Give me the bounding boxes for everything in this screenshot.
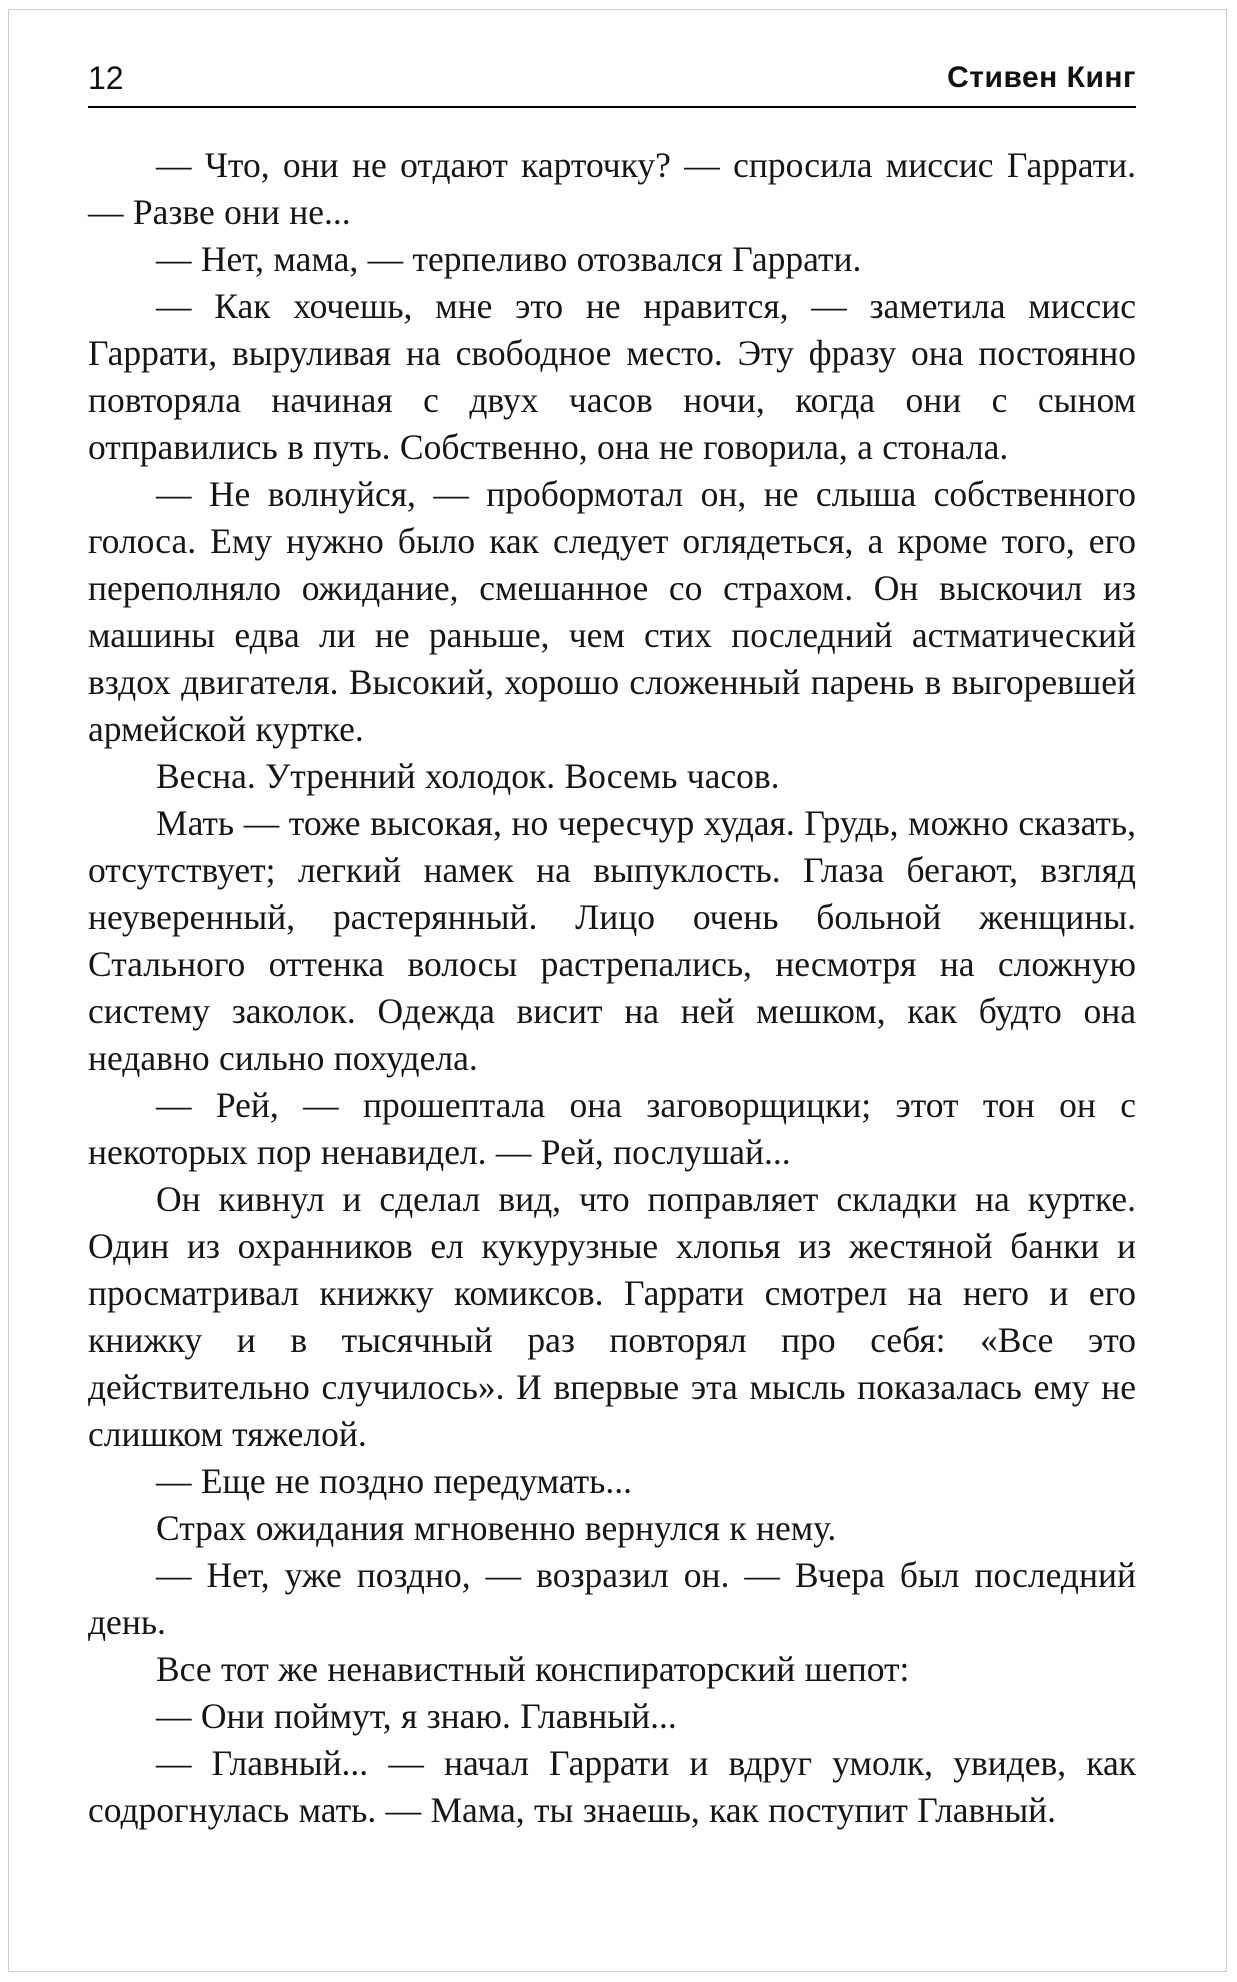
page-number: 12 — [88, 60, 124, 96]
paragraph: Страх ожидания мгновенно вернулся к нему. — [156, 1508, 837, 1548]
author-name: Стивен Кинг — [947, 61, 1136, 94]
paragraph: — Главный... — начал Гаррати и вдруг умолк, увидев, как содрогнулась мать. — Мама, ты знаешь, как поступит Главный. — [88, 1743, 1136, 1830]
paragraph: — Нет, уже поздно, — возразил он. — Вчера был последний день. — [88, 1555, 1136, 1642]
paragraph: Он кивнул и сделал вид, что поправляет складки на куртке. Один из охранников ел кукурузные хлопья из жестяной банки и просматривал книжку комиксов. Гаррати смотрел на него и его книжку и в тысячный раз повторял про себя: «Все это действительно случилось». И впервые эта мысль показалась ему не слишком тяжелой. — [88, 1179, 1136, 1454]
paragraph: Мать — тоже высокая, но чересчур худая. Грудь, можно сказать, отсутствует; легкий намек на выпуклость. Глаза бегают, взгляд неуверенный, растерянный. Лицо очень больной женщины. Стального оттенка волосы растрепались, несмотря на сложную систему заколок. Одежда висит на ней мешком, как будто она недавно сильно похудела. — [88, 803, 1136, 1078]
paragraph: — Рей, — прошептала она заговорщицки; этот тон он с некоторых пор ненавидел. — Рей, послушай... — [88, 1085, 1136, 1172]
paragraph: — Что, они не отдают карточку? — спросила миссис Гаррати. — Разве они не... — [88, 145, 1136, 232]
paragraph: Все тот же ненавистный конспираторский шепот: — [156, 1649, 910, 1689]
paragraph: — Еще не поздно передумать... — [156, 1461, 632, 1501]
body-text — [88, 142, 1136, 1834]
paragraph: Весна. Утренний холодок. Восемь часов. — [156, 756, 780, 796]
running-header — [88, 40, 1136, 108]
paragraph: — Как хочешь, мне это не нравится, — заметила миссис Гаррати, выруливая на свободное место. Эту фразу она постоянно повторяла начиная с двух часов ночи, когда они с сыном отправились в путь. Собственно, она не говорила, а стонала. — [88, 286, 1136, 467]
paragraph: — Они поймут, я знаю. Главный... — [156, 1696, 677, 1736]
paragraph: — Не волнуйся, — пробормотал он, не слыша собственного голоса. Ему нужно было как следует оглядеться, а кроме того, его переполняло ожидание, смешанное со страхом. Он выскочил из машины едва ли не раньше, чем стих последний астматический вздох двигателя. Высокий, хорошо сложенный парень в выгоревшей армейской куртке. — [88, 474, 1136, 749]
paragraph: — Нет, мама, — терпеливо отозвался Гаррати. — [156, 239, 862, 279]
